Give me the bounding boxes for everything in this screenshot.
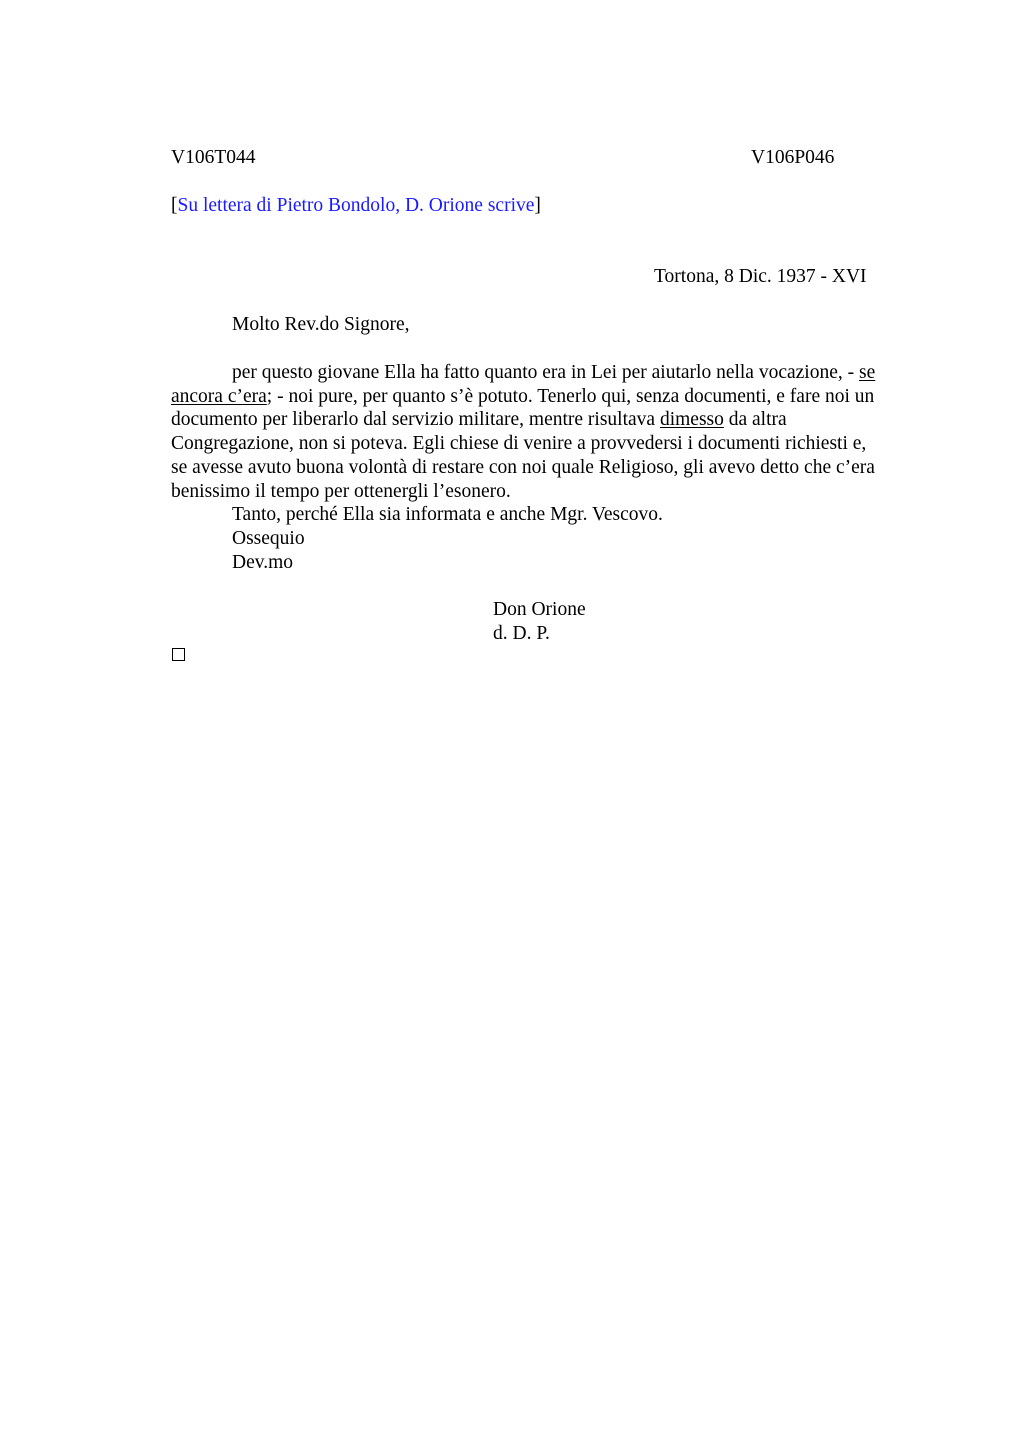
body-text: Congregazione, non si poteva. Egli chiese di venire a provvedersi i documenti richiesti e, bbox=[171, 433, 867, 455]
underlined-text: se bbox=[859, 362, 876, 383]
editorial-note bbox=[171, 194, 541, 218]
dateline: Tortona, 8 Dic. 1937 - XVI bbox=[654, 266, 867, 287]
body-text: da altra bbox=[723, 409, 787, 431]
body-text: ; - noi pure, per quanto s’è potuto. Tenerlo qui, senza documenti, e fare noi un bbox=[266, 385, 875, 407]
body-line bbox=[171, 361, 923, 385]
body-line bbox=[171, 480, 923, 504]
body-line bbox=[171, 408, 923, 432]
editorial-note-text: Su lettera di Pietro Bondolo, D. Orione scrive bbox=[177, 195, 535, 216]
empty-square-icon bbox=[172, 648, 185, 661]
letter-body bbox=[171, 361, 923, 574]
document-code-right: V106P046 bbox=[751, 147, 835, 168]
body-text: documento per liberarlo dal servizio militare, mentre risultava bbox=[171, 409, 660, 431]
body-text: per questo giovane Ella ha fatto quanto era in Lei per aiutarlo nella vocazione, - bbox=[232, 362, 859, 383]
body-text: se avesse avuto buona volontà di restare con noi quale Religioso, gli avevo detto che c’era bbox=[171, 456, 875, 478]
underlined-text: ancora c’era bbox=[171, 385, 267, 407]
signature: Don Orione bbox=[493, 599, 586, 620]
body-line bbox=[171, 385, 923, 409]
body-text: benissimo il tempo per ottenergli l’esonero. bbox=[171, 480, 511, 502]
closing-line: Ossequio bbox=[232, 527, 305, 549]
close-bracket: ] bbox=[534, 195, 541, 216]
body-line bbox=[171, 432, 923, 456]
signature-subtitle: d. D. P. bbox=[493, 623, 550, 644]
document-code-left: V106T044 bbox=[171, 147, 256, 168]
body-line bbox=[171, 456, 923, 480]
closing-line: Tanto, perché Ella sia informata e anche Mgr. Vescovo. bbox=[232, 504, 663, 526]
open-bracket: [ bbox=[171, 195, 178, 216]
salutation: Molto Rev.do Signore, bbox=[232, 314, 410, 335]
closing-line: Dev.mo bbox=[232, 551, 294, 573]
underlined-text: dimesso bbox=[659, 409, 724, 431]
